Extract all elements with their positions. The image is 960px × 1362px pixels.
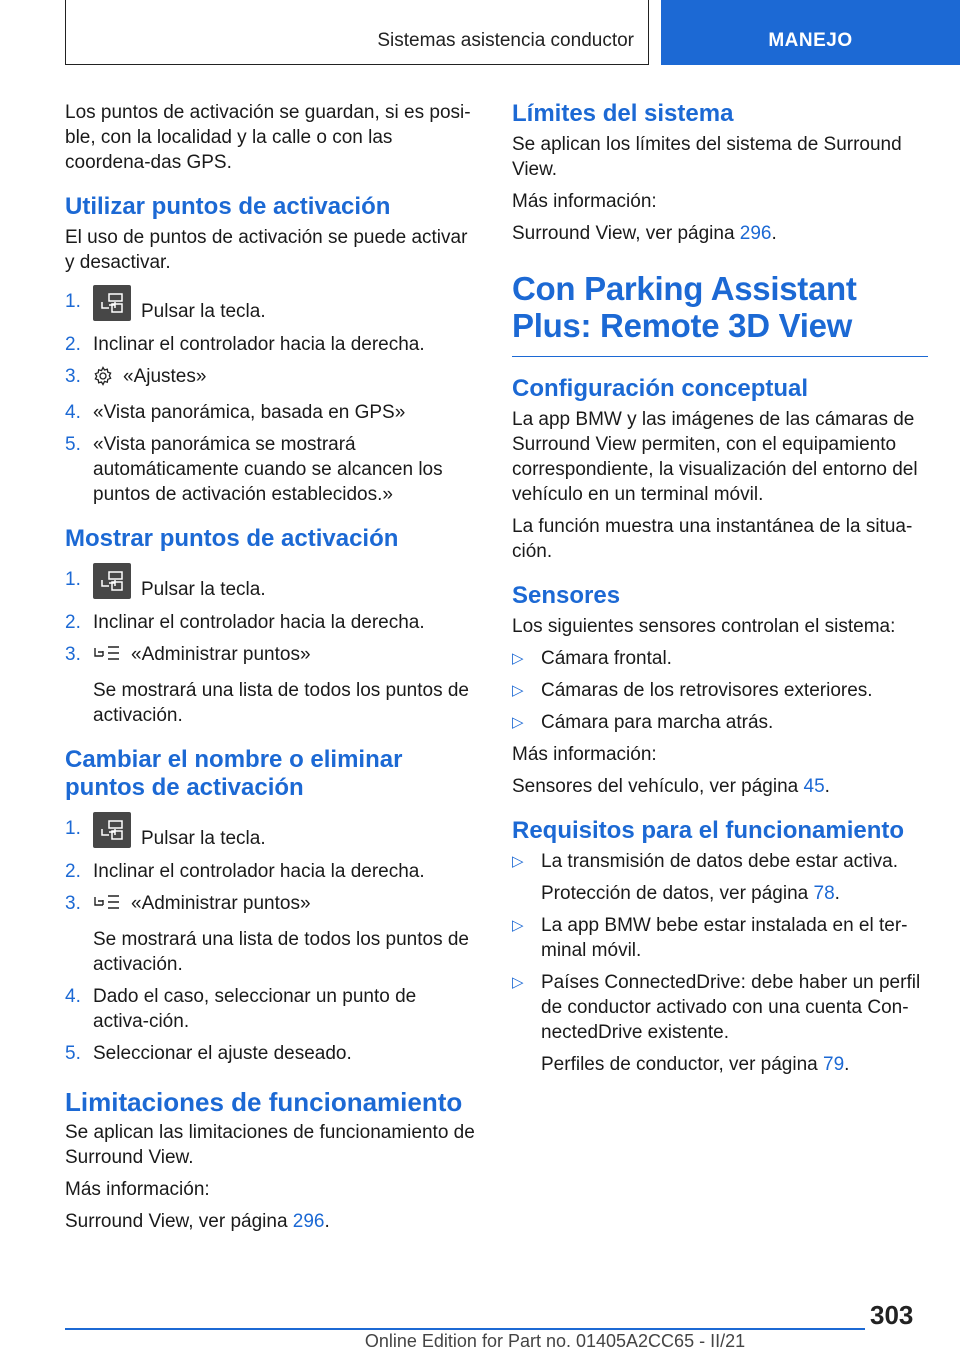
bullet-reference xyxy=(541,881,928,906)
step-text: «Administrar puntos» xyxy=(131,644,311,665)
step-number: 3. xyxy=(65,366,81,387)
reference-text: Protección de datos, ver página xyxy=(541,883,814,904)
step-number: 5. xyxy=(65,434,81,455)
step-text: Seleccionar el ajuste deseado. xyxy=(93,1043,352,1064)
configuration-text: La app BMW y las imágenes de las cámaras de Surround View permiten, con el equipamiento correspondiente, la visualización del entorno del vehículo en un terminal móvil. xyxy=(512,409,918,505)
list-item xyxy=(65,332,477,357)
list-item xyxy=(65,610,477,635)
bullet-text: Cámara frontal. xyxy=(541,648,672,669)
step-number: 4. xyxy=(65,402,81,423)
heading-sensors: Sensores xyxy=(512,582,621,609)
sensors-text: Los siguientes sensores controlan el sistema: xyxy=(512,616,896,637)
reference-dot: . xyxy=(844,1054,850,1075)
step-text: Inclinar el controlador hacia la derecha. xyxy=(93,334,425,355)
step-text: «Administrar puntos» xyxy=(131,893,311,914)
step-number: 1. xyxy=(65,569,81,590)
camera-view-key-icon xyxy=(93,812,131,848)
manage-points-icon xyxy=(93,893,121,920)
reference-text: Perfiles de conductor, ver página xyxy=(541,1054,824,1075)
triangle-bullet-icon: ▷ xyxy=(512,650,524,667)
step-text: «Vista panorámica, basada en GPS» xyxy=(93,402,406,423)
heading-limitations: Limitaciones de funcionamiento xyxy=(65,1087,463,1117)
sensors-more: Más información: xyxy=(512,744,657,765)
chapter-title: Con Parking Assistant Plus: Remote 3D View xyxy=(512,270,928,357)
sensors-reference xyxy=(512,774,928,799)
limitations-reference xyxy=(65,1209,477,1234)
triangle-bullet-icon: ▷ xyxy=(512,714,524,731)
manage-points-icon xyxy=(93,644,121,671)
use-points-text: El uso de puntos de activación se puede activar y desactivar. xyxy=(65,227,468,273)
footer-edition: Online Edition for Part no. 01405A2CC65 - II/21 xyxy=(364,1331,746,1351)
triangle-bullet-icon: ▷ xyxy=(512,974,524,991)
header-section-title: Sistemas asistencia conductor xyxy=(377,30,634,51)
sensors-list xyxy=(512,646,928,735)
list-item xyxy=(65,289,477,325)
list-item xyxy=(512,849,928,906)
list-item xyxy=(65,400,477,425)
list-item xyxy=(65,642,477,728)
list-item xyxy=(65,1041,477,1066)
step-number: 4. xyxy=(65,986,81,1007)
step-number: 3. xyxy=(65,893,81,914)
bullet-text: Cámara para marcha atrás. xyxy=(541,712,774,733)
list-item xyxy=(65,984,477,1034)
list-item xyxy=(65,816,477,852)
list-item xyxy=(512,710,928,735)
system-limits-more: Más información: xyxy=(512,191,657,212)
list-item xyxy=(65,567,477,603)
reference-dot: . xyxy=(834,883,840,904)
heading-requirements: Requisitos para el funcionamiento xyxy=(512,817,905,844)
page-link[interactable]: 78 xyxy=(813,883,835,904)
step-text: Dado el caso, seleccionar un punto de activa‐ción. xyxy=(93,986,417,1032)
right-column xyxy=(512,100,928,1084)
list-item xyxy=(512,678,928,703)
header-chapter-label: MANEJO xyxy=(768,30,853,51)
heading-rename-delete: Cambiar el nombre o eliminar puntos de activación xyxy=(65,746,403,801)
reference-text: Sensores del vehículo, ver página xyxy=(512,776,804,797)
system-limits-reference xyxy=(512,221,928,246)
bullet-text: Cámaras de los retrovisores exteriores. xyxy=(541,680,873,701)
page-link[interactable]: 79 xyxy=(823,1054,845,1075)
bullet-text: La app BMW bebe estar instalada en el ter‐minal móvil. xyxy=(541,915,908,961)
heading-configuration: Configuración conceptual xyxy=(512,375,809,402)
requirements-list xyxy=(512,849,928,1077)
list-item xyxy=(512,970,928,1077)
heading-system-limits: Límites del sistema xyxy=(512,100,734,127)
heading-show-points: Mostrar puntos de activación xyxy=(65,525,399,552)
list-item xyxy=(65,891,477,977)
step-number: 2. xyxy=(65,334,81,355)
step-text: «Vista panorámica se mostrará automáticamente cuando se alcancen los puntos de activación establecidos.» xyxy=(93,434,443,505)
step-text: Inclinar el controlador hacia la derecha. xyxy=(93,861,425,882)
gear-icon xyxy=(93,366,113,393)
triangle-bullet-icon: ▷ xyxy=(512,917,524,934)
page-link[interactable]: 296 xyxy=(739,223,772,244)
step-number: 1. xyxy=(65,291,81,312)
step-number: 3. xyxy=(65,644,81,665)
camera-view-key-icon xyxy=(93,563,131,599)
header-section-box xyxy=(65,0,649,65)
step-text: Pulsar la tecla. xyxy=(141,301,266,322)
left-column xyxy=(65,100,477,1241)
footer-divider xyxy=(65,1328,865,1330)
step-number: 5. xyxy=(65,1043,81,1064)
triangle-bullet-icon: ▷ xyxy=(512,853,524,870)
configuration-text-2: La función muestra una instantánea de la situa‐ción. xyxy=(512,516,913,562)
camera-view-key-icon xyxy=(93,285,131,321)
system-limits-text: Se aplican los límites del sistema de Surround View. xyxy=(512,134,902,180)
step-number: 2. xyxy=(65,861,81,882)
list-item xyxy=(65,859,477,884)
step-continuation: Se mostrará una lista de todos los puntos de activación. xyxy=(93,929,470,975)
step-text: Pulsar la tecla. xyxy=(141,828,266,849)
list-item xyxy=(512,646,928,671)
step-text: Pulsar la tecla. xyxy=(141,579,266,600)
reference-dot: . xyxy=(824,776,830,797)
step-text: «Ajustes» xyxy=(123,366,207,387)
bullet-reference xyxy=(541,1052,928,1077)
heading-use-points: Utilizar puntos de activación xyxy=(65,193,391,220)
page-number: 303 xyxy=(870,1300,914,1330)
page-link[interactable]: 45 xyxy=(803,776,825,797)
limitations-more: Más información: xyxy=(65,1179,210,1200)
triangle-bullet-icon: ▷ xyxy=(512,682,524,699)
step-text: Inclinar el controlador hacia la derecha. xyxy=(93,612,425,633)
step-continuation: Se mostrará una lista de todos los puntos de activación. xyxy=(93,680,470,726)
intro-paragraph: Los puntos de activación se guardan, si es posi‐ble, con la localidad y la calle o con las coordena‐das GPS. xyxy=(65,102,471,173)
step-number: 1. xyxy=(65,818,81,839)
page-link[interactable]: 296 xyxy=(292,1211,325,1232)
reference-text: Surround View, ver página xyxy=(65,1211,293,1232)
bullet-text: Países ConnectedDrive: debe haber un perfil de conductor activado con una cuenta Con‐nectedDrive existente. xyxy=(541,972,921,1043)
bullet-text: La transmisión de datos debe estar activa. xyxy=(541,851,898,872)
list-item xyxy=(512,913,928,963)
step-number: 2. xyxy=(65,612,81,633)
list-item xyxy=(65,364,477,393)
rename-delete-steps xyxy=(65,816,477,1066)
reference-dot: . xyxy=(771,223,777,244)
show-points-steps xyxy=(65,567,477,728)
reference-dot: . xyxy=(324,1211,330,1232)
limitations-text: Se aplican las limitaciones de funcionamiento de Surround View. xyxy=(65,1122,475,1168)
header-chapter-tab xyxy=(661,0,960,65)
use-points-steps xyxy=(65,289,477,507)
list-item xyxy=(65,432,477,507)
reference-text: Surround View, ver página xyxy=(512,223,740,244)
